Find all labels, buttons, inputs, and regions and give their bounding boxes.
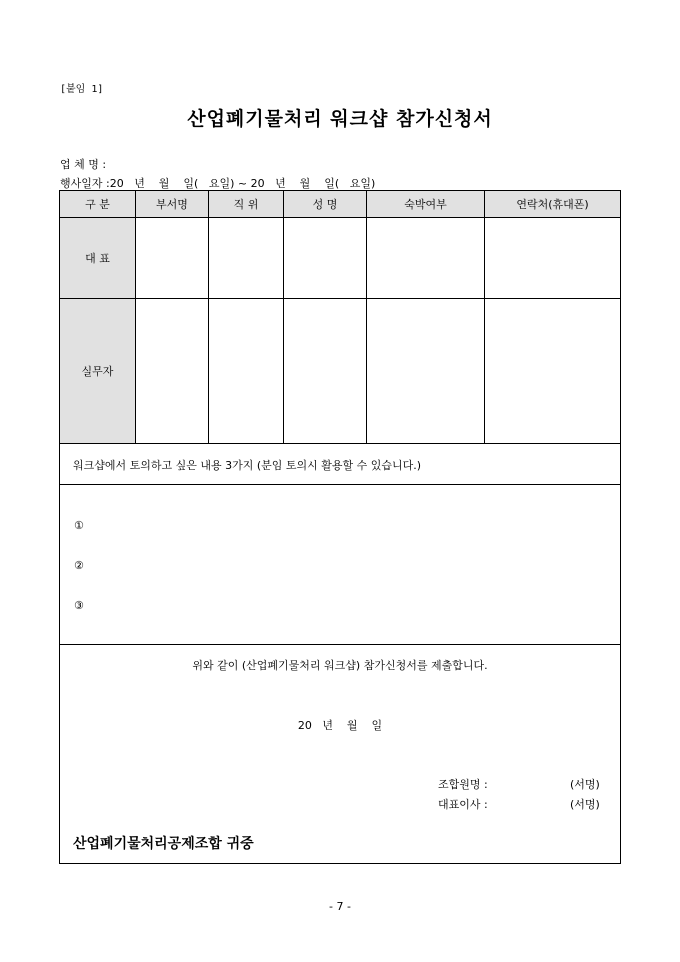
topics-prompt: 워크샵에서 토의하고 싶은 내용 3가지 (분임 토의시 활용할 수 있습니다.) [73, 459, 422, 472]
attachment-label: [붙임 1] [60, 84, 104, 95]
ceo-sign[interactable]: (서명) [570, 798, 600, 811]
topics-input-box[interactable] [59, 485, 621, 645]
header-lodging: 숙박여부 [367, 191, 485, 218]
topic-marker-2: ② [74, 559, 84, 572]
header-position: 직 위 [209, 191, 284, 218]
member-name-label: 조합원명 : [438, 778, 488, 791]
topics-prompt-box [59, 444, 621, 485]
input-cell[interactable] [367, 218, 485, 299]
input-cell[interactable] [284, 299, 367, 444]
table-header-row [60, 191, 621, 218]
topic-marker-1: ① [74, 519, 84, 532]
recipient: 산업폐기물처리공제조합 귀중 [73, 836, 254, 852]
submission-box [59, 645, 621, 864]
input-cell[interactable] [136, 218, 209, 299]
page-number: - 7 - [329, 900, 351, 913]
table-row [60, 299, 621, 444]
topic-marker-3: ③ [74, 599, 84, 612]
submit-statement: 위와 같이 (산업폐기물처리 워크샵) 참가신청서를 제출합니다. [192, 659, 488, 672]
input-cell[interactable] [485, 299, 621, 444]
header-category: 구 분 [60, 191, 136, 218]
ceo-label: 대표이사 : [438, 798, 488, 811]
event-dates-field[interactable]: 행사일자 :20 년 월 일( 요일) ~ 20 년 월 일( 요일) [60, 177, 376, 190]
table-row [60, 218, 621, 299]
header-name: 성 명 [284, 191, 367, 218]
input-cell[interactable] [485, 218, 621, 299]
header-contact: 연락처(휴대폰) [485, 191, 621, 218]
form-title: 산업폐기물처리 워크샵 참가신청서 [187, 108, 493, 130]
input-cell[interactable] [367, 299, 485, 444]
row-label-staff: 실무자 [60, 299, 136, 444]
company-name-field[interactable]: 업 체 명 : [60, 158, 107, 171]
input-cell[interactable] [209, 299, 284, 444]
header-department: 부서명 [136, 191, 209, 218]
row-label-representative: 대 표 [60, 218, 136, 299]
input-cell[interactable] [209, 218, 284, 299]
member-sign[interactable]: (서명) [570, 778, 600, 791]
input-cell[interactable] [136, 299, 209, 444]
submit-date[interactable]: 20 년 월 일 [297, 719, 383, 732]
participant-table [59, 190, 621, 444]
input-cell[interactable] [284, 218, 367, 299]
